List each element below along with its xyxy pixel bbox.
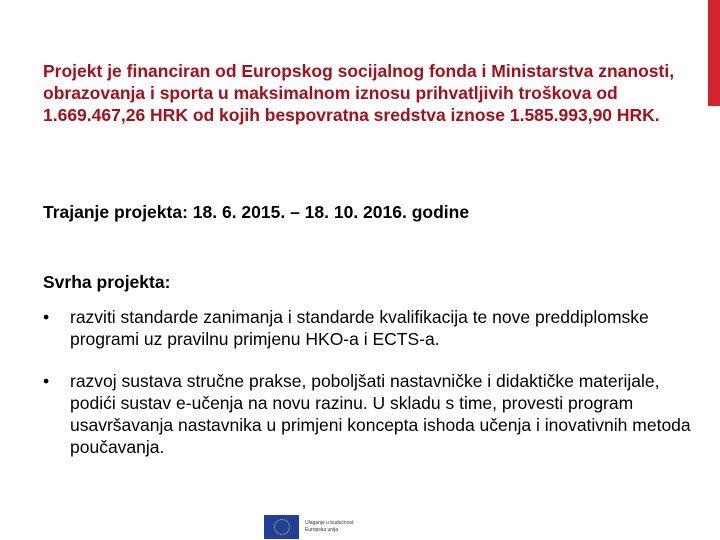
purpose-heading: Svrha projekta: [43, 272, 171, 292]
project-duration: Trajanje projekta: 18. 6. 2015. – 18. 10. 2016. godine [43, 202, 470, 222]
list-item [43, 306, 693, 350]
purpose-list [43, 306, 693, 478]
bullet-icon: • [43, 371, 50, 391]
list-item-text: razviti standarde zanimanja i standarde kvalifikacija te nove preddiplomske programi uz pravilnu primjenu HKO-a i ECTS-a. [70, 307, 649, 349]
bullet-icon: • [43, 307, 50, 327]
eu-flag-icon [264, 515, 299, 539]
accent-bar [708, 0, 720, 106]
logo-line2: Europska unija [305, 527, 339, 533]
funding-paragraph: Projekt je financiran od Europskog socijalnog fonda i Ministarstva znanosti, obrazovanja i sporta u maksimalnom iznosu prihvatljivih troškova od 1.669.467,26 HRK od kojih bespovratna sredstva iznose 1.585.993,90 HRK. [43, 61, 675, 125]
list-item [43, 370, 693, 458]
eu-logo [264, 515, 353, 539]
logo-line1: Ulaganje u budućnost [305, 520, 354, 526]
list-item-text: razvoj sustava stručne prakse, poboljšati nastavničke i didaktičke materijale, podići sustav e-učenja na novu razinu. U skladu s time, provesti program usavršavanja nastavnika u primjeni koncepta ishoda učenja i inovativnih metoda poučavanja. [70, 371, 691, 457]
